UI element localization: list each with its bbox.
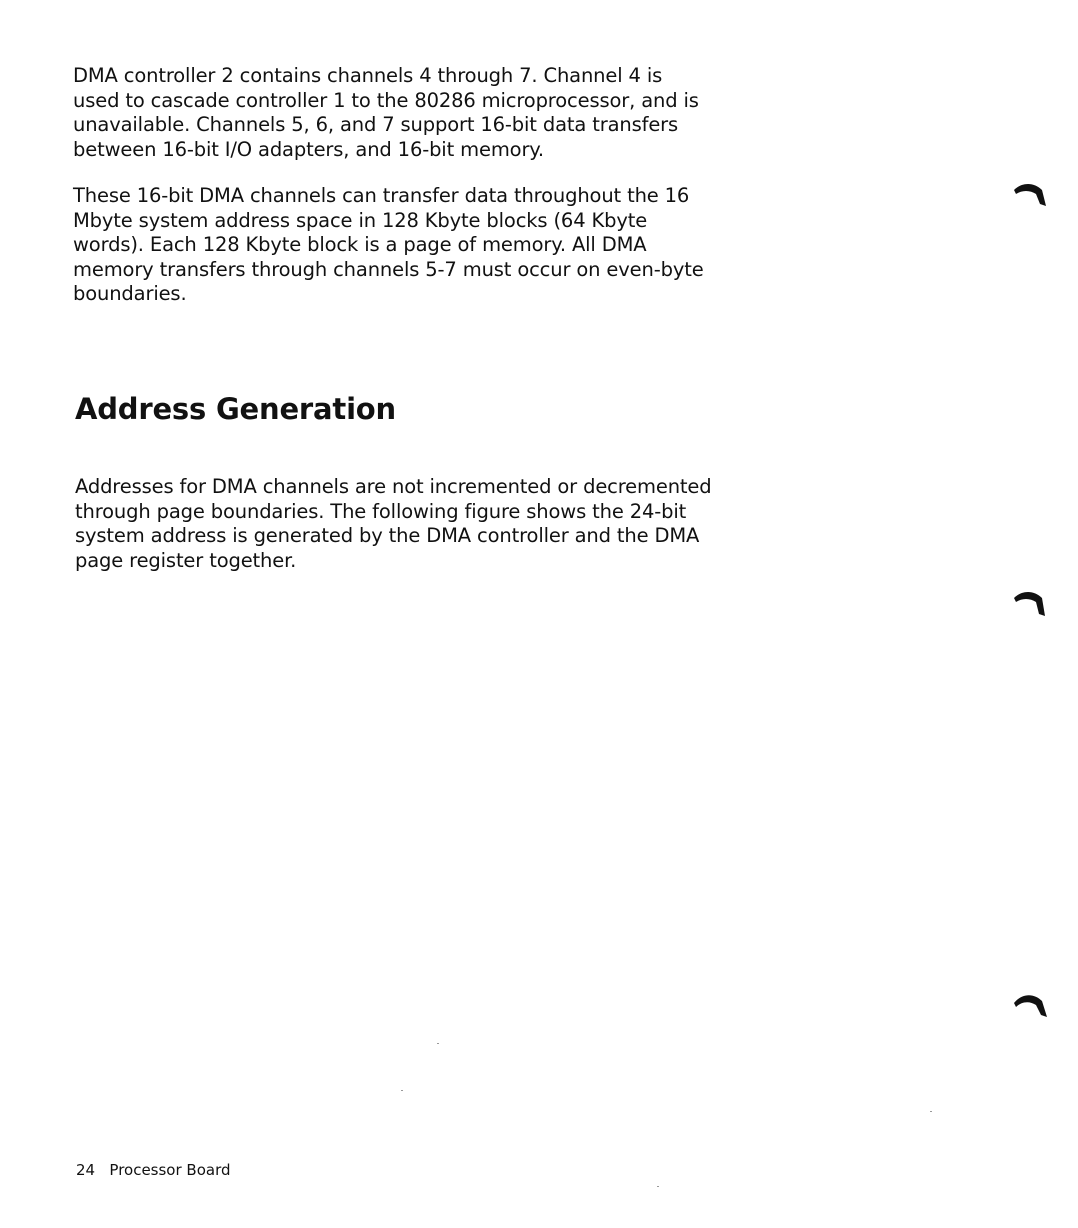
text-line: These 16-bit DMA channels can transfer data throughout the 16 [73, 184, 690, 207]
text-line: page register together. [75, 548, 297, 572]
binder-tab-mark-icon [1012, 180, 1052, 210]
scan-speck [930, 1111, 932, 1112]
text-line: between 16-bit I/O adapters, and 16-bit memory. [73, 137, 544, 161]
text-line: memory transfers through channels 5-7 must occur on even-byte [73, 257, 704, 281]
text-line: Addresses for DMA channels are not incremented or decremented [75, 475, 712, 498]
page-number: 24 [76, 1161, 96, 1179]
paragraph-address-generation [75, 475, 715, 573]
binder-tab-mark-icon [1012, 588, 1052, 618]
page-footer [76, 1161, 231, 1179]
text-line: boundaries. [73, 282, 187, 305]
binder-tab-mark-icon [1012, 991, 1052, 1021]
scan-speck [657, 1186, 659, 1187]
text-line: Mbyte system address space in 128 Kbyte blocks (64 Kbyte [73, 208, 648, 232]
paragraph-dma-controller-2 [73, 64, 713, 162]
text-line: through page boundaries. The following figure shows the 24-bit [75, 499, 687, 523]
text-line: DMA controller 2 contains channels 4 through 7. Channel 4 is [73, 64, 663, 87]
footer-section-title: Processor Board [109, 1161, 231, 1179]
text-line: words). Each 128 Kbyte block is a page of memory. All DMA [73, 233, 647, 256]
scan-speck [437, 1043, 439, 1044]
scan-speck [401, 1090, 403, 1091]
text-line: system address is generated by the DMA controller and the DMA [75, 524, 700, 547]
section-heading: Address Generation [75, 392, 396, 426]
paragraph-16-bit-channels [73, 184, 713, 307]
text-line: used to cascade controller 1 to the 80286 microprocessor, and is [73, 88, 699, 112]
text-line: unavailable. Channels 5, 6, and 7 support 16-bit data transfers [73, 113, 679, 136]
